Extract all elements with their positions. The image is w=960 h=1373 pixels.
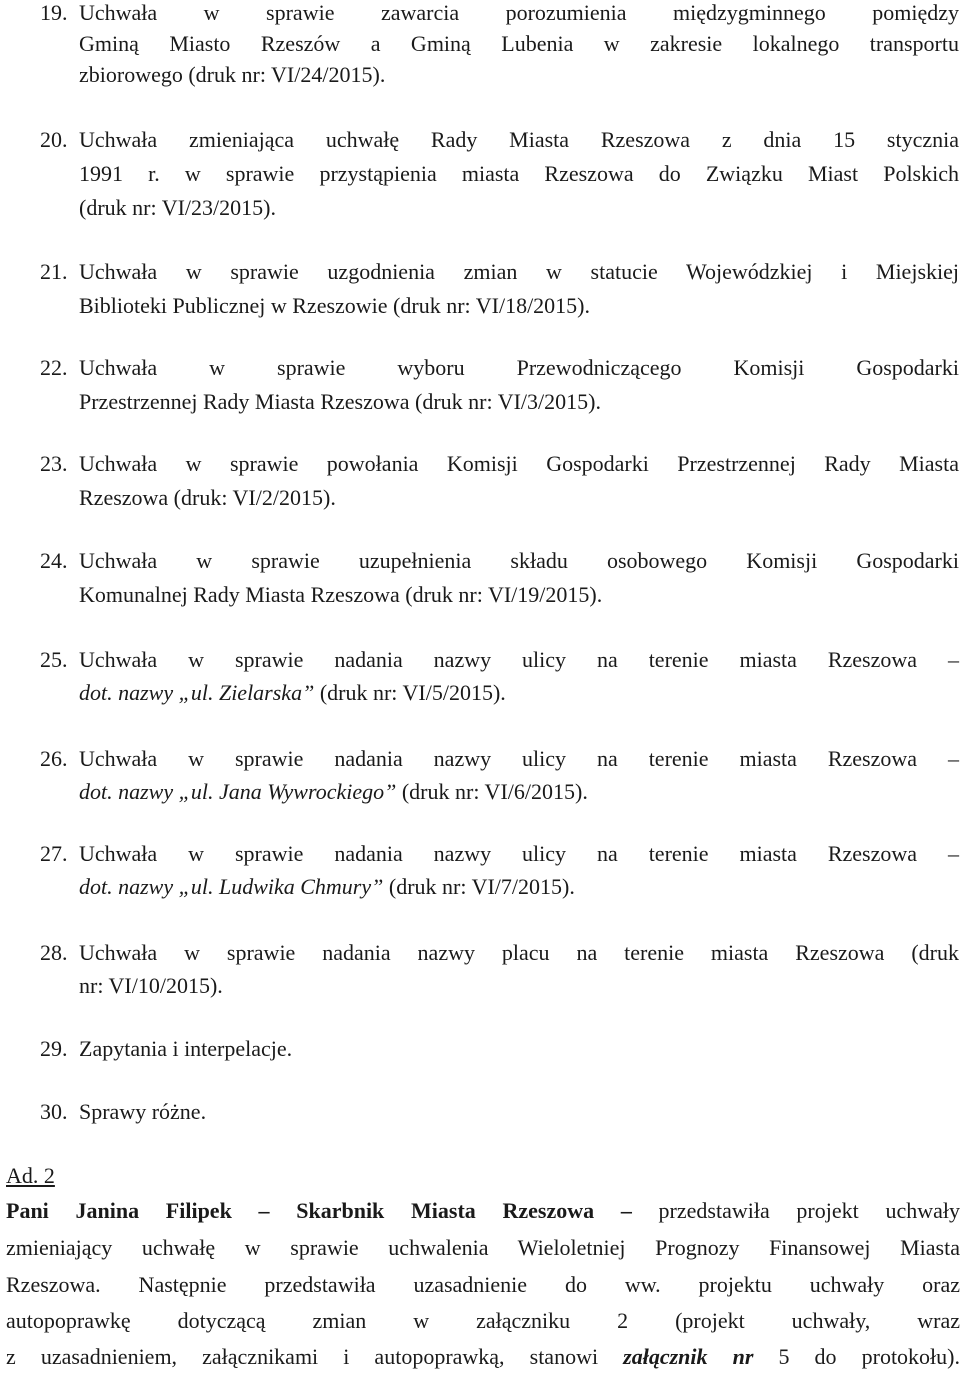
paragraph-text: 5 do protokołu). <box>753 1344 960 1369</box>
attachment-label: załącznik nr <box>623 1344 754 1369</box>
item-number: 19. <box>40 0 68 25</box>
street-name: dot. nazwy „ul. Ludwika Chmury” <box>79 874 384 899</box>
item-text-line: Sprawy różne. <box>79 1099 207 1124</box>
street-name: dot. nazwy „ul. Jana Wywrockiego” <box>79 779 397 804</box>
item-text-line <box>79 776 588 807</box>
item-number: 23. <box>40 451 68 476</box>
item-text-line: Uchwała w sprawie nadania nazwy ulicy na terenie miasta Rzeszowa – <box>79 746 959 771</box>
paragraph-text: przedstawiła projekt uchwały <box>631 1198 960 1223</box>
item-text-line: Uchwała w sprawie zawarcia porozumienia międzygminnego pomiędzy <box>79 0 959 25</box>
item-number: 26. <box>40 746 68 771</box>
item-text-line: Uchwała w sprawie uzupełnienia składu osobowego Komisji Gospodarki <box>79 548 959 573</box>
speaker-name: Pani Janina Filipek – Skarbnik Miasta Rzeszowa – <box>6 1198 632 1223</box>
item-number: 29. <box>40 1036 68 1061</box>
item-text-line <box>79 677 506 708</box>
item-number: 30. <box>40 1099 68 1124</box>
druk-ref: (druk nr: VI/5/2015). <box>314 680 506 705</box>
druk-ref: (druk nr: VI/6/2015). <box>396 779 588 804</box>
item-number: 25. <box>40 647 68 672</box>
item-number: 27. <box>40 841 68 866</box>
paragraph-line <box>6 1341 960 1372</box>
item-text-line: Komunalnej Rady Miasta Rzeszowa (druk nr: VI/19/2015). <box>79 582 603 607</box>
item-text-line: Biblioteki Publicznej w Rzeszowie (druk nr: VI/18/2015). <box>79 293 591 318</box>
item-text-line: 1991 r. w sprawie przystąpienia miasta Rzeszowa do Związku Miast Polskich <box>79 161 959 186</box>
item-text-line: Uchwała w sprawie uzgodnienia zmian w statucie Wojewódzkiej i Miejskiej <box>79 259 959 284</box>
item-text-line: Uchwała w sprawie nadania nazwy ulicy na terenie miasta Rzeszowa – <box>79 841 959 866</box>
paragraph-line <box>6 1195 960 1226</box>
item-text-line: nr: VI/10/2015). <box>79 973 223 998</box>
item-number: 21. <box>40 259 68 284</box>
item-number: 28. <box>40 940 68 965</box>
item-text-line: Uchwała w sprawie powołania Komisji Gospodarki Przestrzennej Rady Miasta <box>79 451 959 476</box>
paragraph-line: zmieniający uchwałę w sprawie uchwalenia Wieloletniej Prognozy Finansowej Miasta <box>6 1235 960 1260</box>
item-text-line: zbiorowego (druk nr: VI/24/2015). <box>79 62 386 87</box>
paragraph-line: autopoprawkę dotyczącą zmian w załączniku 2 (projekt uchwały, wraz <box>6 1308 960 1333</box>
item-text-line: Przestrzennej Rady Miasta Rzeszowa (druk nr: VI/3/2015). <box>79 389 601 414</box>
item-text-line: (druk nr: VI/23/2015). <box>79 195 276 220</box>
item-text-line: Uchwała w sprawie nadania nazwy placu na terenie miasta Rzeszowa (druk <box>79 940 959 965</box>
item-number: 24. <box>40 548 68 573</box>
paragraph-line: Rzeszowa. Następnie przedstawiła uzasadnienie do ww. projektu uchwały oraz <box>6 1272 960 1297</box>
druk-ref: (druk nr: VI/7/2015). <box>383 874 575 899</box>
item-number: 20. <box>40 127 68 152</box>
item-text-line: Uchwała w sprawie wyboru Przewodniczącego Komisji Gospodarki <box>79 355 959 380</box>
item-text-line: Uchwała w sprawie nadania nazwy ulicy na terenie miasta Rzeszowa – <box>79 647 959 672</box>
street-name: dot. nazwy „ul. Zielarska” <box>79 680 315 705</box>
section-heading: Ad. 2 <box>6 1163 55 1188</box>
item-text-line: Zapytania i interpelacje. <box>79 1036 293 1061</box>
item-text-line <box>79 871 575 902</box>
item-text-line: Uchwała zmieniająca uchwałę Rady Miasta Rzeszowa z dnia 15 stycznia <box>79 127 959 152</box>
paragraph-text: z uzasadnieniem, załącznikami i autopoprawką, stanowi <box>6 1344 624 1369</box>
item-text-line: Rzeszowa (druk: VI/2/2015). <box>79 485 336 510</box>
item-text-line: Gminą Miasto Rzeszów a Gminą Lubenia w zakresie lokalnego transportu <box>79 31 959 56</box>
item-number: 22. <box>40 355 68 380</box>
